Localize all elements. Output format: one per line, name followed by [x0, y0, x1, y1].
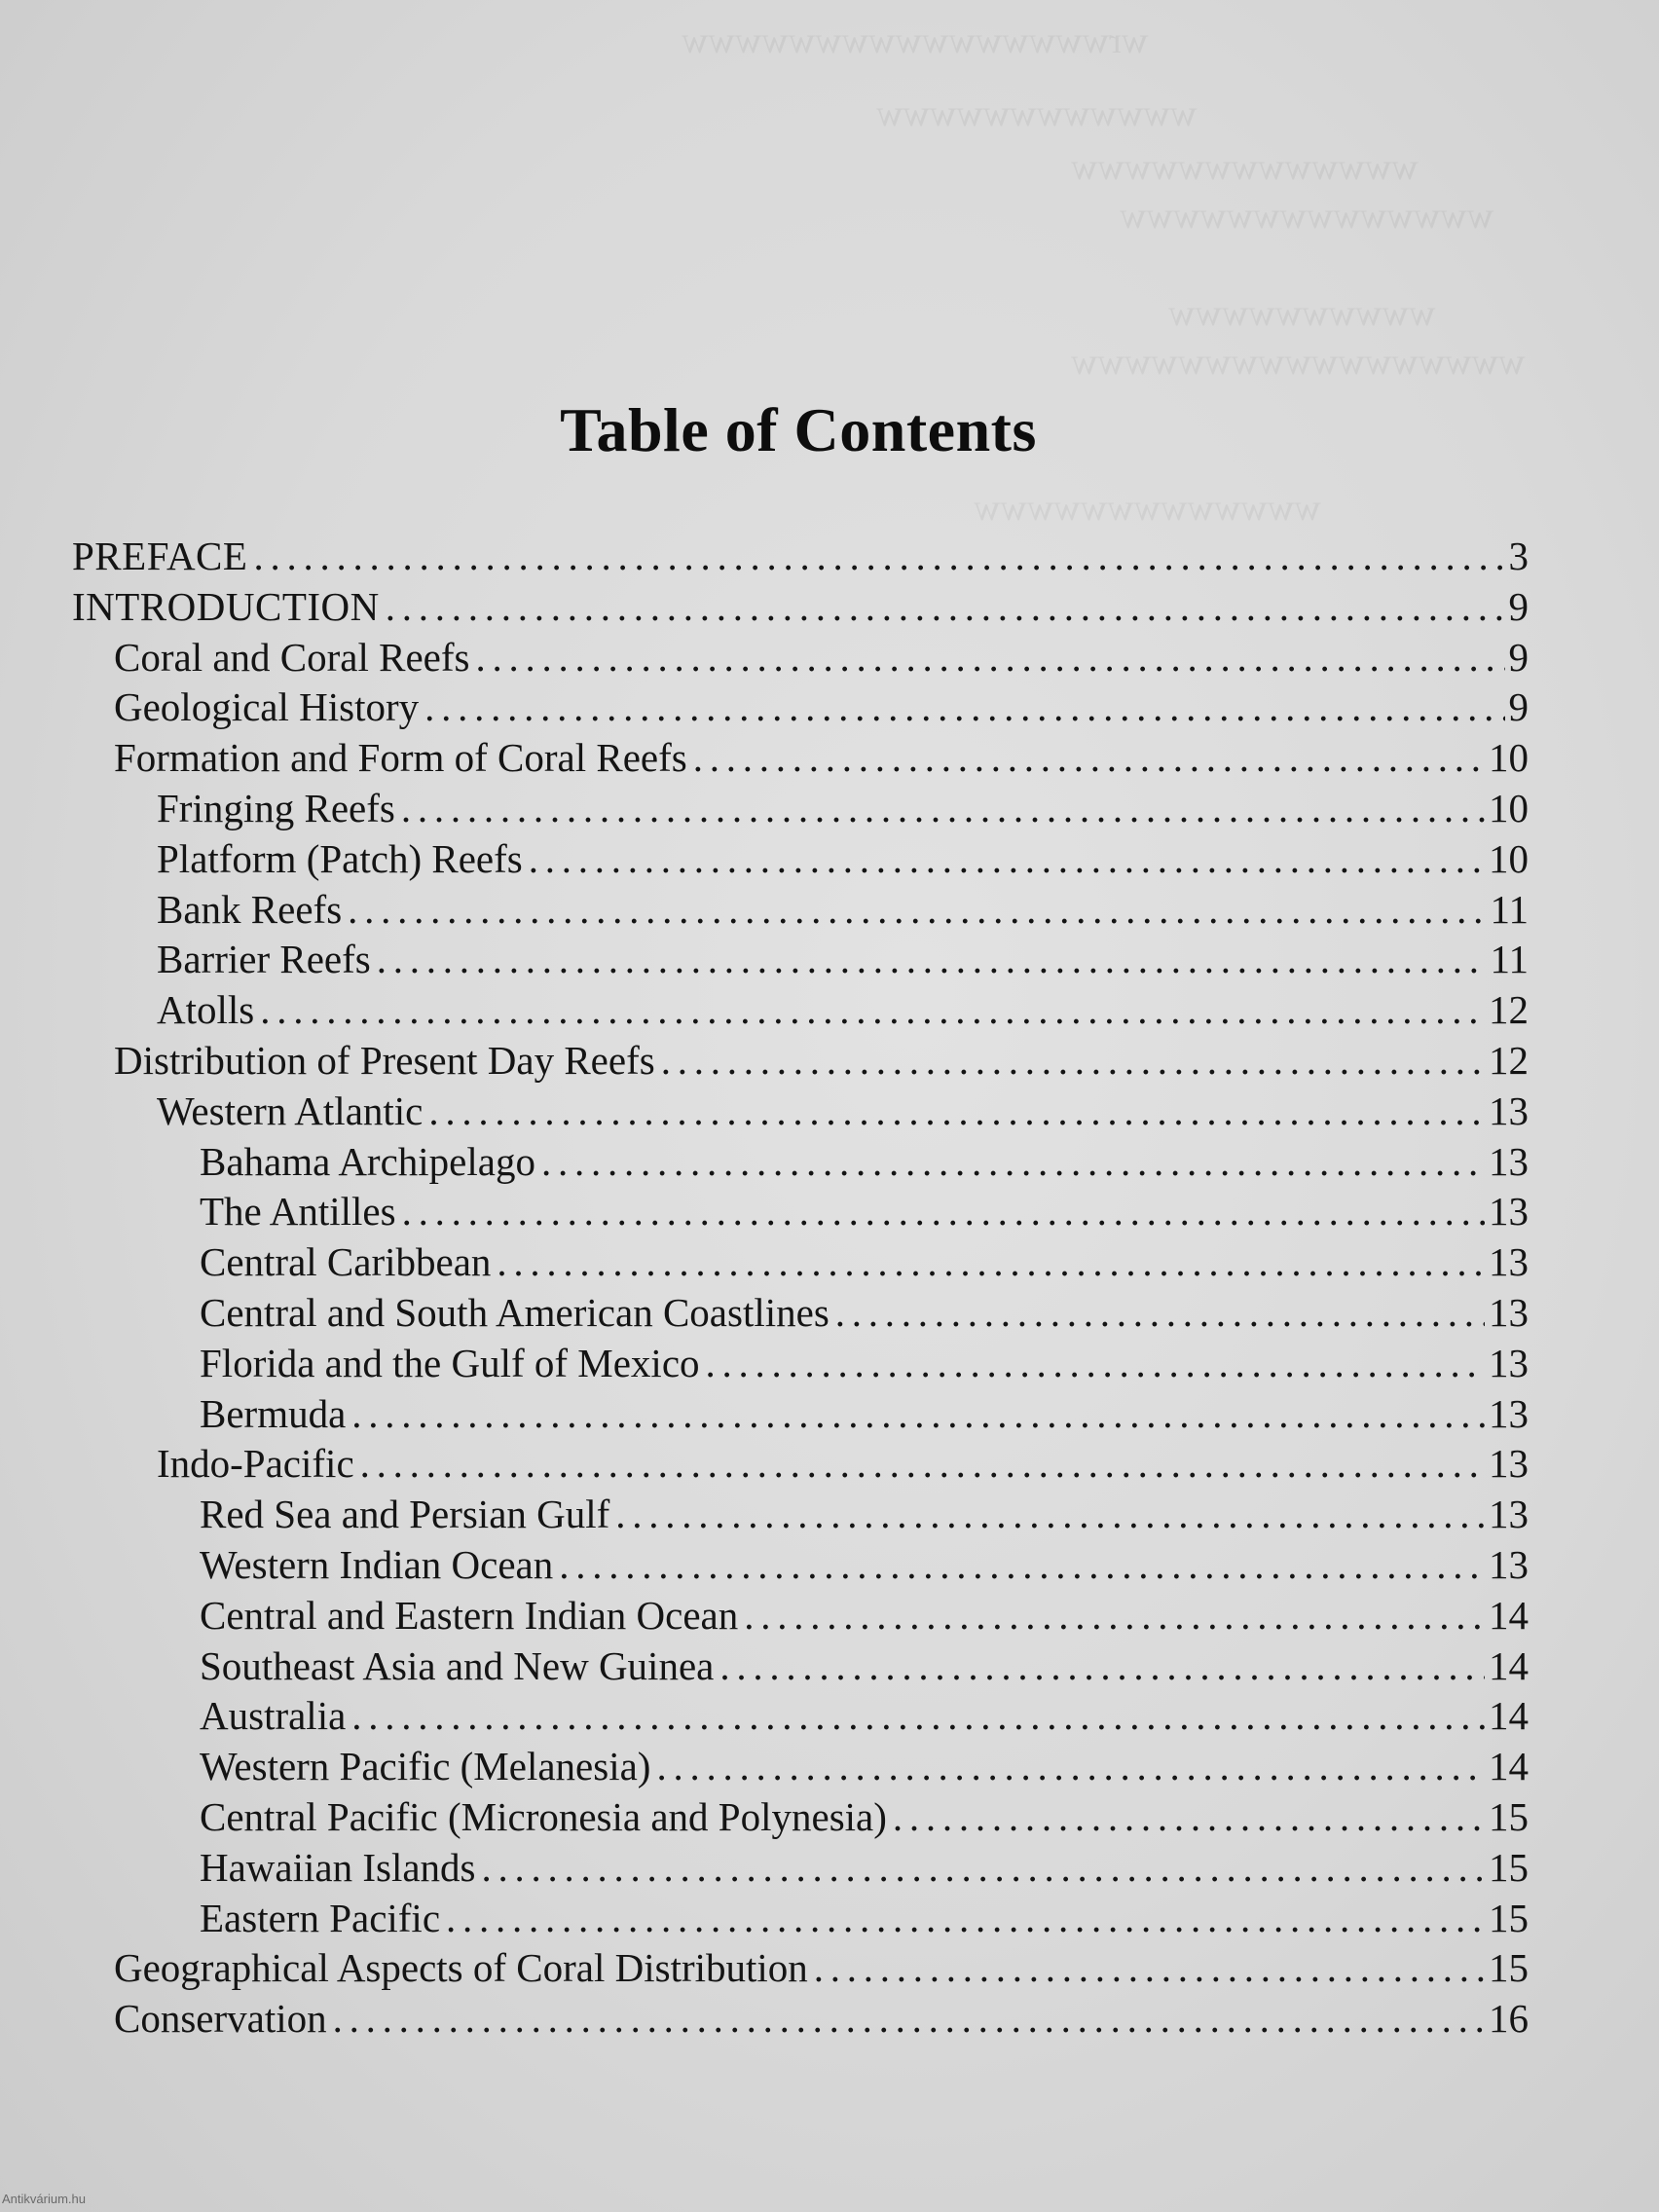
dot-leader	[428, 1087, 1485, 1137]
toc-entry	[72, 1641, 1529, 1692]
dot-leader	[529, 834, 1485, 885]
toc-entry	[72, 1439, 1529, 1490]
toc-entry-page: 14	[1489, 1592, 1529, 1638]
dot-leader	[706, 1339, 1485, 1389]
toc-entry-page: 13	[1489, 1289, 1529, 1335]
toc-entry	[72, 1943, 1529, 1994]
toc-entry-page: 13	[1489, 1441, 1529, 1487]
toc-entry-label: Geological History	[114, 684, 420, 730]
dot-leader	[351, 1389, 1485, 1440]
toc-entry-page: 12	[1489, 987, 1529, 1033]
toc-entry-page: 9	[1508, 684, 1529, 730]
toc-entry	[72, 1137, 1529, 1188]
toc-entry	[72, 1389, 1529, 1440]
dot-leader	[386, 582, 1505, 633]
toc-entry-page: 10	[1489, 735, 1529, 781]
toc-entry-label: PREFACE	[72, 534, 248, 578]
dot-leader	[744, 1591, 1485, 1641]
toc-entry-label: Western Indian Ocean	[200, 1541, 554, 1587]
toc-entry-label: Bermuda	[200, 1390, 347, 1436]
toc-entry	[72, 985, 1529, 1036]
toc-entry-label: Western Atlantic	[157, 1088, 424, 1133]
dot-leader	[893, 1792, 1485, 1843]
toc-entry	[72, 885, 1529, 936]
toc-entry	[72, 1540, 1529, 1591]
toc-entry-page: 15	[1489, 1793, 1529, 1839]
dot-leader	[661, 1036, 1485, 1087]
dot-leader	[424, 682, 1504, 733]
toc-entry	[72, 935, 1529, 985]
toc-entry-page: 11	[1490, 937, 1529, 982]
toc-entry-page: 13	[1489, 1541, 1529, 1587]
toc-entry-page: 13	[1489, 1492, 1529, 1537]
toc-entry-page: 15	[1489, 1895, 1529, 1940]
toc-entry-page: 15	[1489, 1844, 1529, 1890]
dot-leader	[351, 1691, 1485, 1742]
toc-entry-label: Florida and the Gulf of Mexico	[200, 1340, 700, 1385]
bleed-through-text: wrwwwwwwwwwwwwwwww wwwwwwwwwwww wwwwwwwwwwwww wwwwwwwwwwwwww wwwwwwwwww wwwwwwwwwwwwwwwww wwwwwwwwwwwww	[682, 20, 1526, 529]
page-title: Table of Contents	[560, 395, 1037, 464]
toc-entry-page: 11	[1490, 886, 1529, 932]
toc-entry	[72, 1237, 1529, 1288]
dot-leader	[656, 1742, 1485, 1792]
dot-leader	[615, 1490, 1485, 1540]
toc-entry	[72, 1792, 1529, 1843]
toc-entry-label: Central and Eastern Indian Ocean	[200, 1592, 739, 1638]
toc-entry-page: 14	[1489, 1744, 1529, 1789]
dot-leader	[260, 985, 1485, 1036]
toc-entry	[72, 1087, 1529, 1137]
dot-leader	[360, 1439, 1485, 1490]
toc-entry-label: Distribution of Present Day Reefs	[114, 1037, 655, 1083]
toc-entry	[72, 1339, 1529, 1389]
toc-entry-page: 13	[1489, 1239, 1529, 1285]
toc-entry-label: Southeast Asia and New Guinea	[200, 1642, 715, 1688]
toc-entry-label: Australia	[200, 1693, 347, 1739]
toc-entry-label: Bahama Archipelago	[200, 1138, 535, 1184]
toc-entry	[72, 1843, 1529, 1894]
toc-entry-label: Bank Reefs	[157, 886, 343, 932]
toc-entry-page: 9	[1508, 634, 1529, 680]
dot-leader	[719, 1641, 1485, 1692]
toc-entry	[72, 682, 1529, 733]
toc-entry-label: The Antilles	[200, 1189, 396, 1235]
dot-leader	[835, 1288, 1485, 1339]
toc-entry-label: Coral and Coral Reefs	[114, 634, 470, 680]
dot-leader	[333, 1994, 1485, 2045]
toc-entry-label: Western Pacific (Melanesia)	[200, 1744, 651, 1789]
toc-entry-label: INTRODUCTION	[72, 583, 380, 629]
toc-entry	[72, 1994, 1529, 2045]
toc-entry	[72, 1187, 1529, 1237]
dot-leader	[253, 532, 1504, 582]
toc-entry-page: 15	[1489, 1945, 1529, 1991]
toc-entry	[72, 733, 1529, 784]
toc-entry-label: Atolls	[157, 987, 255, 1033]
dot-leader	[541, 1137, 1485, 1188]
dot-leader	[401, 784, 1485, 834]
toc-entry-label: Red Sea and Persian Gulf	[200, 1492, 610, 1537]
toc-entry-page: 16	[1489, 1996, 1529, 2042]
toc-entry	[72, 1691, 1529, 1742]
dot-leader	[446, 1894, 1485, 1944]
toc-entry	[72, 834, 1529, 885]
dot-leader	[693, 733, 1485, 784]
toc-entry-label: Central and South American Coastlines	[200, 1289, 830, 1335]
toc-entry-label: Fringing Reefs	[157, 785, 395, 830]
dot-leader	[497, 1237, 1485, 1288]
toc-entry	[72, 1742, 1529, 1792]
toc-entry	[72, 1490, 1529, 1540]
toc-entry	[72, 1894, 1529, 1944]
toc-entry-page: 14	[1489, 1642, 1529, 1688]
dot-leader	[814, 1943, 1485, 1994]
toc-entry-label: Eastern Pacific	[200, 1895, 441, 1940]
toc-entry-label: Platform (Patch) Reefs	[157, 835, 523, 881]
toc-entry-page: 10	[1489, 785, 1529, 830]
dot-leader	[475, 633, 1504, 683]
toc-entry-label: Central Caribbean	[200, 1239, 492, 1285]
toc-entry-page: 13	[1489, 1138, 1529, 1184]
toc-entry-label: Barrier Reefs	[157, 937, 371, 982]
toc-entry-page: 13	[1489, 1088, 1529, 1133]
toc-entry-page: 12	[1489, 1037, 1529, 1083]
toc-entry-page: 9	[1508, 583, 1529, 629]
dot-leader	[482, 1843, 1486, 1894]
toc-entry	[72, 633, 1529, 683]
toc-entry-label: Conservation	[114, 1996, 327, 2042]
toc-entry-label: Geographical Aspects of Coral Distribution	[114, 1945, 808, 1991]
toc-entry-label: Indo-Pacific	[157, 1441, 354, 1487]
toc-entry	[72, 784, 1529, 834]
toc-entry	[72, 1036, 1529, 1087]
dot-leader	[348, 885, 1486, 936]
dot-leader	[559, 1540, 1485, 1591]
toc-entry	[72, 1591, 1529, 1641]
toc-entry-page: 13	[1489, 1390, 1529, 1436]
toc-entry-label: Hawaiian Islands	[200, 1844, 476, 1890]
watermark: Antikvárium.hu	[2, 2192, 86, 2206]
dot-leader	[377, 935, 1487, 985]
toc-entry	[72, 1288, 1529, 1339]
toc-entry-page: 13	[1489, 1340, 1529, 1385]
toc-entry-page: 14	[1489, 1693, 1529, 1739]
toc-entry	[72, 582, 1529, 633]
toc-entry	[72, 532, 1529, 582]
toc-entry-page: 13	[1489, 1189, 1529, 1235]
toc-entry-page: 10	[1489, 835, 1529, 881]
dot-leader	[402, 1187, 1485, 1237]
toc-entry-page: 3	[1508, 534, 1529, 578]
toc-list	[72, 532, 1529, 2045]
toc-entry-label: Formation and Form of Coral Reefs	[114, 735, 687, 781]
toc-entry-label: Central Pacific (Micronesia and Polynesia)	[200, 1793, 887, 1839]
